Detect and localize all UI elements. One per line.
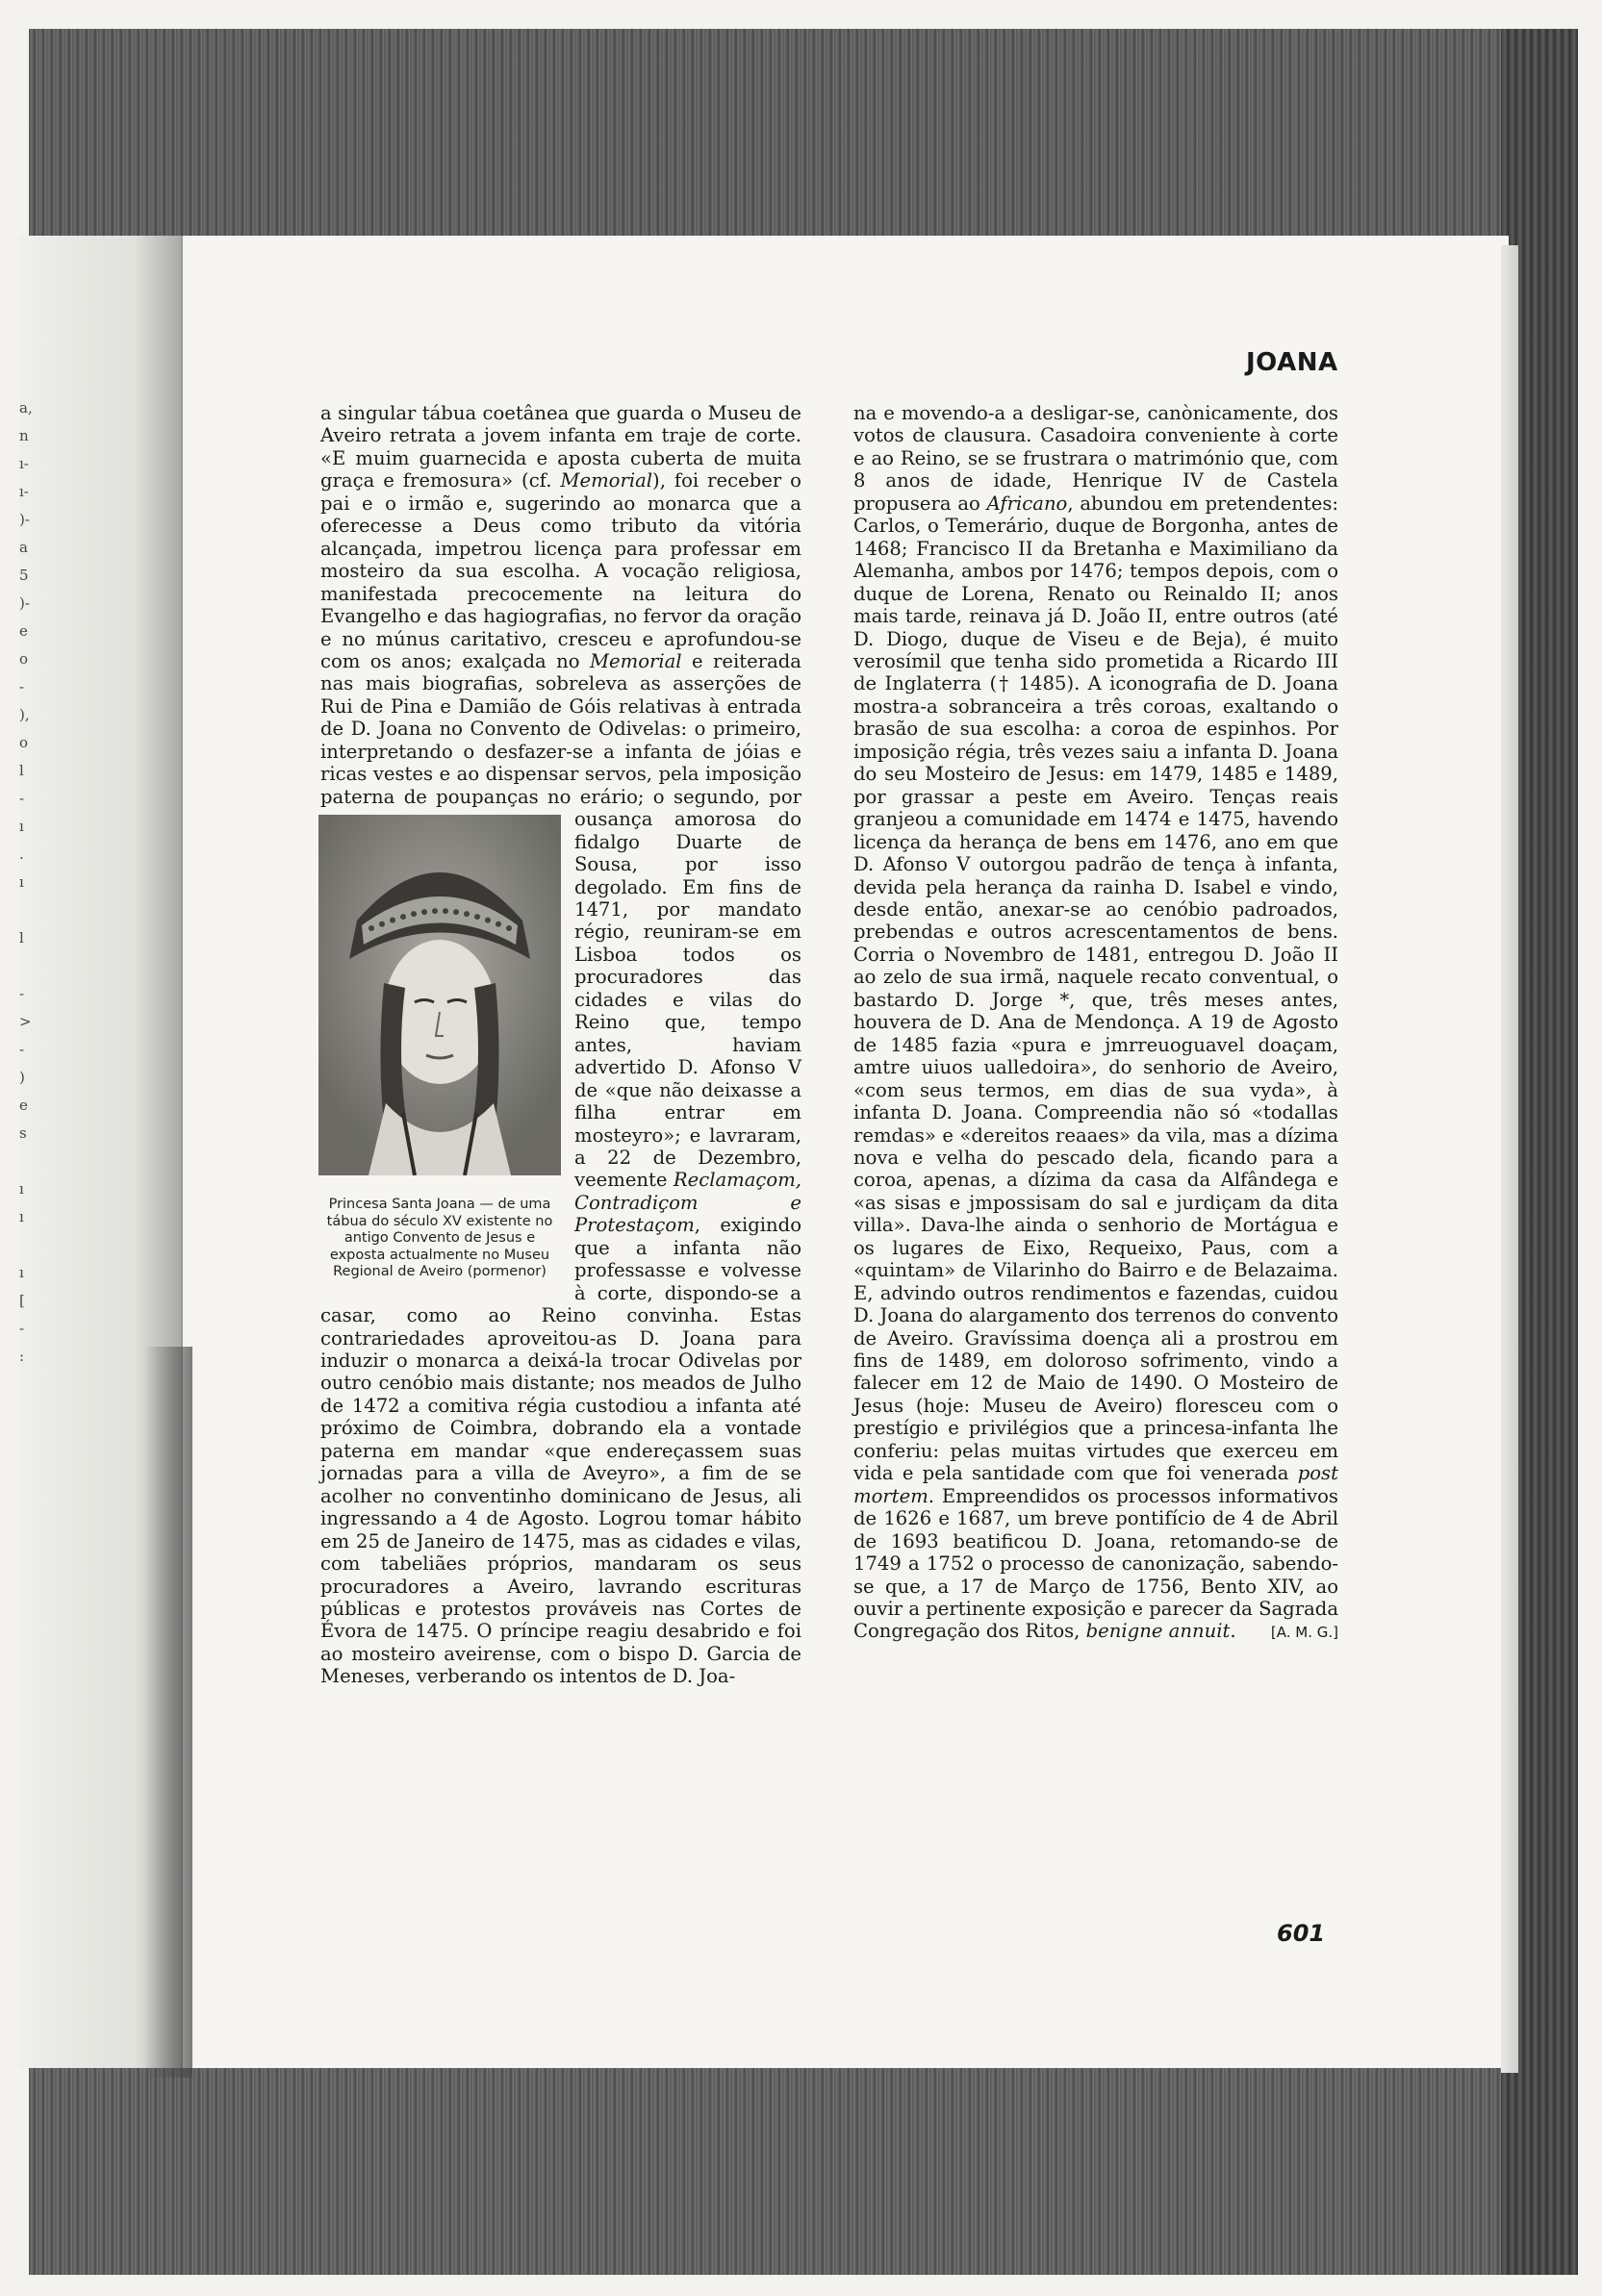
margin-fragment: s [19, 1124, 27, 1142]
margin-fragment: n [19, 427, 29, 444]
margin-fragment: o [19, 734, 29, 751]
margin-fragment: a, [19, 399, 33, 416]
margin-fragment [19, 896, 48, 924]
margin-fragment: l [19, 762, 24, 779]
margin-fragment [19, 952, 48, 980]
portrait-caption: Princesa Santa Joana — de uma tábua do século XV existente no antigo Convento de Jesus e exposta actualmente no Museu Regional de Aveiro (pormenor) [326, 1197, 553, 1280]
page-number: 601 [1277, 1920, 1326, 1947]
left-column [320, 402, 801, 1688]
margin-fragment: ı- [19, 455, 29, 472]
margin-fragment: ı- [19, 483, 29, 500]
margin-fragment: ), [19, 706, 30, 723]
running-header: JOANA [1246, 348, 1338, 377]
margin-fragment: l [19, 929, 24, 946]
memorial-title: Memorial [560, 469, 653, 492]
margin-fragment: ı [19, 1180, 24, 1198]
left-text-3b: ousança amorosa do fidalgo Duarte de Sousa, por isso degolado. Em fins de 1471, por mandato régio, reuniram-se em Lisboa todos os procuradores das cidades e vilas do Reino que, tempo antes, haviam advertido D. Afonso V de «que não deixasse a filha entrar em mosteyro»; e lavraram, a 22 de Dezembro, veemente [574, 808, 801, 1192]
margin-fragment: a [19, 539, 28, 556]
right-text-1: na e movendo-a a desligar-se, canònicamente, dos votos de clausura. Casadoira conveniente à corte e ao Reino, se se frustrara o matrimónio que, com 8 anos de idade, Henrique IV de Castela propusera ao [853, 402, 1338, 515]
portrait-figure [318, 815, 561, 1281]
margin-fragment: ı [19, 1264, 24, 1281]
margin-fragment: - [19, 1041, 25, 1058]
margin-fragment: . [19, 845, 24, 863]
margin-fragment: > [19, 1013, 32, 1030]
margin-fragment: )- [19, 511, 30, 528]
right-text-2: , abundou em pretendentes: Carlos, o Temerário, duque de Borgonha, antes de 1468; Francisco II da Bretanha e Maximiliano da Alemanha, ambos por 1476; tempos depois, com o duque de Lorena, Renato ou Reinaldo II; anos mais tarde, reinava já D. João II, entre outros (até D. Diogo, duque de Viseu e de Beja), é muito verosímil que tenha sido prometida a Ricardo III de Inglaterra († 1485). A iconografia de D. Joana mostra-a sobranceira a três coroas, exaltando o brasão de sua escolha: a coroa de espinhos. Por imposição régia, três vezes saiu a infanta D. Joana do seu Mosteiro de Jesus: em 1479, 1485 e 1489, por grassar a peste em Aveiro. Tenças reais granjeou a comunidade em 1474 e 1475, havendo licença da herança de bens em 1476, ano em que D. Afonso V outorgou padrão de tença à infanta, devida pela herança da rainha D. Isabel e vindo, desde então, anexar-se ao cenóbio padroados, prebendas e outros acrescentamentos de bens. Corria o Novembro de 1481, entregou D. João II ao zelo de sua irmã, naquele recato conventual, o bastardo D. Jorge *, que, três meses antes, houvera de D. Ana de Mendonça. A 19 de Agosto de 1485 fazia «pura e jmrreuoguavel doaçam, amtre uiuos ualledoira», do senhorio de Aveiro, «com seus termos, em dias de sua vyda», à infanta D. Joana. Compreendia não só «todallas remdas» e «dereitos reaaes» da vila, mas a dízima nova e velha do pescado dela, ficando para a coroa, apenas, a dízima da casa da Alfândega e «as sisas e jmpossisam do sal e jurdiçam da dita villa». Dava-lhe ainda o senhorio de Mortágua e os lugares de Eixo, Requeixo, Paus, com a «quintam» de Vilarinho do Bairro e de Belazaima. E, advindo outros rendimentos e fazendas, cuidou D. Joana do alargamento dos terrenos do convento de Aveiro. Gravíssima doença ali a prostrou em fins de 1489, em doloroso sofrimento, vindo a falecer em 12 de Maio de 1490. O Mosteiro de Jesus (hoje: Museu de Aveiro) floresceu com o prestígio e privilégios que a princesa-infanta lhe conferiu: pelas muitas virtudes que exerceu em vida e pela santidade com que foi venerada [853, 492, 1338, 1485]
margin-fragment: ı [19, 873, 24, 891]
portrait-image [318, 815, 561, 1175]
margin-fragment: - [19, 1320, 25, 1337]
right-text-3: . Empreendidos os processos informativos de 1626 e 1687, um breve pontifício de 4 de Abril de 1693 beatificou D. Joana, retomando-se de 1749 a 1752 o processo de canonização, sabendo-se que, a 17 de Março de 1756, Bento XIV, ao ouvir a pertinente exposição e parecer da Sagrada Congregação dos Ritos, [853, 1484, 1338, 1643]
margin-fragment: ) [19, 1069, 25, 1086]
margin-fragment: - [19, 678, 25, 695]
page-edge [1501, 245, 1518, 2073]
margin-fragment [19, 1148, 48, 1175]
margin-fragment [19, 1231, 48, 1259]
right-text-4: . [1230, 1620, 1236, 1643]
benigne-annuit-italic: benigne annuit [1085, 1620, 1231, 1643]
margin-fragment: [ [19, 1292, 25, 1309]
margin-fragment: : [19, 1348, 25, 1365]
previous-page-margin [19, 394, 48, 1371]
left-text-2: ), foi receber o pai e o irmão e, sugerindo ao monarca que a oferecesse a Deus como tributo da vitória alcançada, impetrou licença para professar em mosteiro da sua escolha. A vocação religiosa, manifestada precocemente na leitura do Evangelho e das hagiografias, no fervor da oração e no múnus caritativo, cresceu e aprofundou-se com os anos; exalçada no [320, 469, 801, 672]
margin-fragment: e [19, 622, 28, 640]
reclamacom-title: Reclamaçom, Contradiçom e Protestaçom [574, 1169, 801, 1237]
margin-fragment: 5 [19, 567, 29, 584]
binding-shadow [144, 1347, 192, 2078]
right-column [853, 402, 1338, 1645]
left-text-3a: e reiterada nas mais biografias, sobreleva as asserções de Rui de Pina e Damião de Góis relativas à entrada de D. Joana no Convento de Odivelas: o primeiro, interpretando o desfazer-se a infanta de jóias e ricas vestes e ao dispensar servos, pela imposição paterna de poupanças no erário; o segundo, por [320, 649, 801, 808]
left-text-1: a singular tábua coetânea que guarda o Museu de Aveiro retrata a jovem infanta em traje de corte. «E muim guarnecida e aposta cuberta de muita graça e fremosura» (cf. [320, 402, 801, 492]
margin-fragment: o [19, 650, 29, 668]
margin-fragment: - [19, 790, 25, 807]
margin-fragment: e [19, 1097, 28, 1114]
margin-fragment: )- [19, 594, 30, 612]
author-signature: [A. M. G.] [1270, 1624, 1338, 1642]
scan-border-bottom [29, 2068, 1568, 2275]
memorial-title: Memorial [589, 649, 682, 672]
post-mortem-italic: post mortem [853, 1462, 1338, 1507]
left-text-4: , exigindo que a infanta não professasse e volvesse à corte, dispondo-se a casar, como ao Reino convinha. Estas contrariedades aproveitou-as D. Joana para induzir o monarca a deixá-la trocar Odivelas por outro cenóbio mais distante; nos meados de Julho de 1472 a comitiva régia custodiou a infanta até próximo de Coimbra, dobrando ela a vontade paterna em mandar «que endereçassem suas jornadas para a villa de Aveyro», a fim de se acolher no conventinho dominicano de Jesus, ali ingressando a 4 de Agosto. Logrou tomar hábito em 25 de Janeiro de 1475, mas as cidades e vilas, com tabeliães próprios, mandaram os seus procuradores a Aveiro, lavrando escrituras públicas e protestos prováveis nas Cortes de Évora de 1475. O príncipe reagiu desabrido e foi ao mosteiro aveirense, com o bispo D. Garcia de Meneses, verberando os intentos de D. Joa- [320, 1214, 801, 1688]
scan-border-top [29, 29, 1568, 236]
africano-italic: Africano [986, 492, 1068, 515]
margin-fragment: - [19, 985, 25, 1002]
margin-fragment: ı [19, 1208, 24, 1225]
margin-fragment: ı [19, 818, 24, 835]
